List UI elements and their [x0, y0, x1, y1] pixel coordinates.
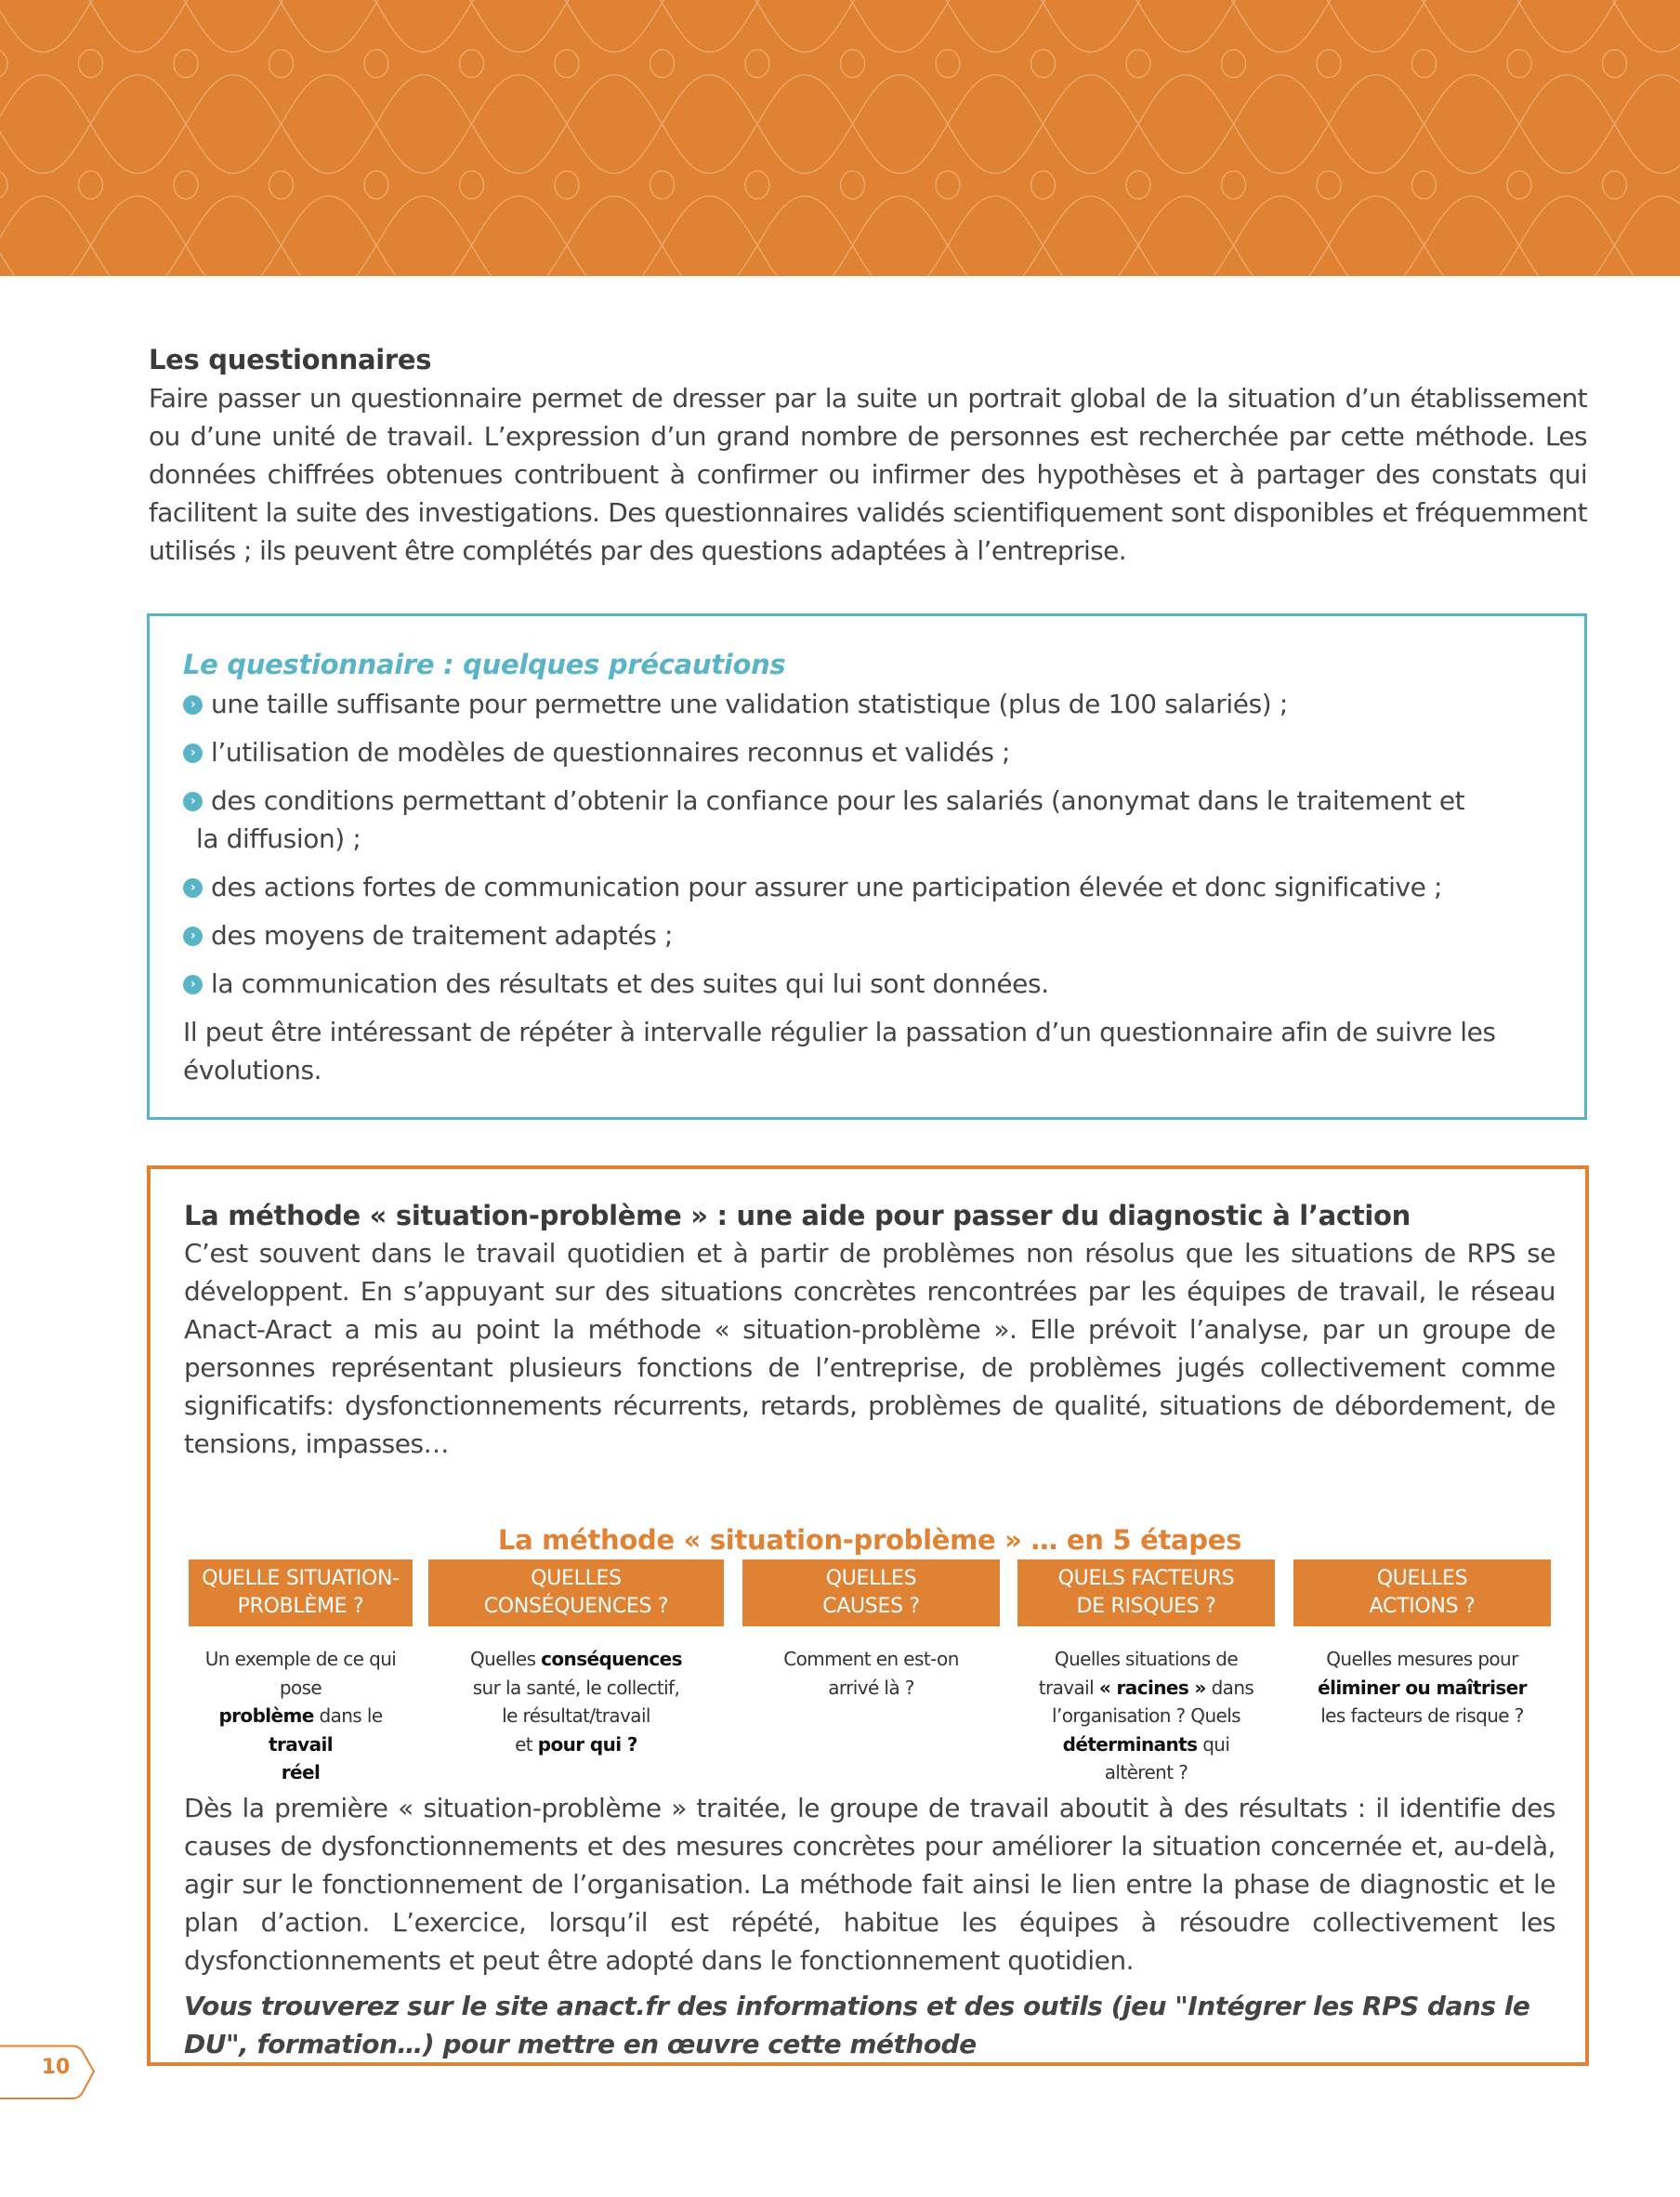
list-item-text: des conditions permettant d’obtenir la confiance pour les salariés (anonymat dans le traitement et	[211, 785, 1465, 816]
chevron-right-circle-icon: ›	[183, 975, 203, 994]
list-item-text: des actions fortes de communication pour assurer une participation élevée et donc significative ;	[211, 872, 1442, 902]
list-item-text: l’utilisation de modèles de questionnaires reconnus et validés ;	[211, 737, 1011, 768]
page-number: 10	[41, 2056, 71, 2079]
chevron-right-circle-icon: ›	[183, 927, 203, 946]
list-item	[183, 733, 1558, 771]
method-conclusion-block	[184, 1789, 1555, 2063]
list-item	[183, 916, 1558, 954]
list-item-text: une taille suffisante pour permettre une validation statistique (plus de 100 salariés) ;	[211, 689, 1288, 719]
list-item	[183, 965, 1558, 1003]
list-item	[183, 868, 1558, 906]
step-3	[742, 1559, 1000, 1702]
step-heading: QUELLES ACTIONS ?	[1293, 1559, 1551, 1626]
page-number-tab	[0, 2045, 98, 2100]
step-description: Comment en est-on arrivé là ?	[783, 1648, 959, 1699]
chevron-right-circle-icon: ›	[183, 743, 203, 763]
chevron-right-circle-icon: ›	[183, 792, 203, 811]
method-box	[147, 1165, 1589, 2066]
step-heading: QUELLES CAUSES ?	[742, 1559, 1000, 1626]
precautions-closing: Il peut être intéressant de répéter à intervalle régulier la passation d’un questionnaire afin de suivre les évolutions.	[183, 1017, 1496, 1085]
step-heading: QUELS FACTEURS DE RISQUES ?	[1017, 1559, 1275, 1626]
step-description: Quelles mesures pour éliminer ou maîtriser les facteurs de risque ?	[1318, 1648, 1527, 1727]
header-pattern-band	[0, 0, 1680, 276]
step-1	[189, 1559, 413, 1787]
list-item	[183, 685, 1558, 723]
method-intro: C’est souvent dans le travail quotidien et à partir de problèmes non résolus que les situations de RPS se développent. En s’appuyant sur des situations concrètes rencontrées par les équipes de travail, le réseau Anact-Aract a mis au point la méthode « situation-problème ». Elle prévoit l’analyse, par un groupe de personnes représentant plusieurs fonctions de l’entreprise, de problèmes jugés collectivement comme significatifs: dysfonctionnements récurrents, retards, problèmes de qualité, situations de débordement, de tensions, impasses…	[184, 1238, 1555, 1459]
method-title: La méthode « situation-problème » : une aide pour passer du diagnostic à l’action	[184, 1200, 1411, 1231]
step-2	[428, 1559, 724, 1758]
method-conclusion: Dès la première « situation-problème » traitée, le groupe de travail aboutit à des résultats : il identifie des causes de dysfonctionnements et des mesures concrètes pour améliorer la situation concernée et, au-delà, agir sur le fonctionnement de l’organisation. La méthode fait ainsi le lien entre la phase de diagnostic et le plan d’action. L’exercice, lorsqu’il est répété, habitue les équipes à résoudre collectivement les dysfonctionnements et peut être adopté dans le fonctionnement quotidien.	[184, 1793, 1555, 1976]
precautions-box	[147, 613, 1587, 1120]
section-title: Les questionnaires	[149, 344, 432, 375]
precautions-title: Le questionnaire : quelques précautions	[183, 649, 786, 680]
step-heading: QUELLE SITUATION- PROBLÈME ?	[189, 1559, 413, 1626]
step-description: Quelles situations de travail « racines » dans l’organisation ? Quels déterminants qui altèrent ?	[1038, 1648, 1254, 1783]
list-item	[183, 782, 1558, 858]
step-heading: QUELLES CONSÉQUENCES ?	[428, 1559, 724, 1626]
list-item-text: la communication des résultats et des suites qui lui sont données.	[211, 968, 1049, 999]
list-item-text: des moyens de traitement adaptés ;	[211, 920, 673, 951]
step-description: Quelles conséquences sur la santé, le collectif, le résultat/travail et pour qui ?	[470, 1648, 682, 1756]
questionnaires-section	[149, 341, 1587, 570]
step-4	[1017, 1559, 1275, 1787]
resources-note: Vous trouverez sur le site anact.fr des informations et des outils (jeu "Intégrer les RPS dans le DU", formation…) pour mettre en œuvre cette méthode	[184, 1991, 1530, 2059]
section-paragraph: Faire passer un questionnaire permet de dresser par la suite un portrait global de la situation d’un établissement ou d’une unité de travail. L’expression d’un grand nombre de personnes est recherchée par cette méthode. Les données chiffrées obtenues contribuent à confirmer ou infirmer des hypothèses et à partager des constats qui facilitent la suite des investigations. Des questionnaires validés scientifiquement sont disponibles et fréquemment utilisés ; ils peuvent être complétés par des questions adaptées à l’entreprise.	[149, 383, 1587, 566]
chevron-right-circle-icon: ›	[183, 878, 203, 898]
step-5	[1293, 1559, 1551, 1730]
precautions-list	[183, 685, 1558, 1003]
step-description: Un exemple de ce qui pose problème dans le travail réel	[204, 1648, 397, 1783]
steps-title: La méthode « situation-problème » … en 5 étapes	[497, 1524, 1242, 1556]
chevron-right-circle-icon: ›	[183, 695, 203, 715]
wave-pattern-icon	[0, 0, 1680, 276]
list-item-text-continuation: la diffusion) ;	[196, 823, 361, 854]
